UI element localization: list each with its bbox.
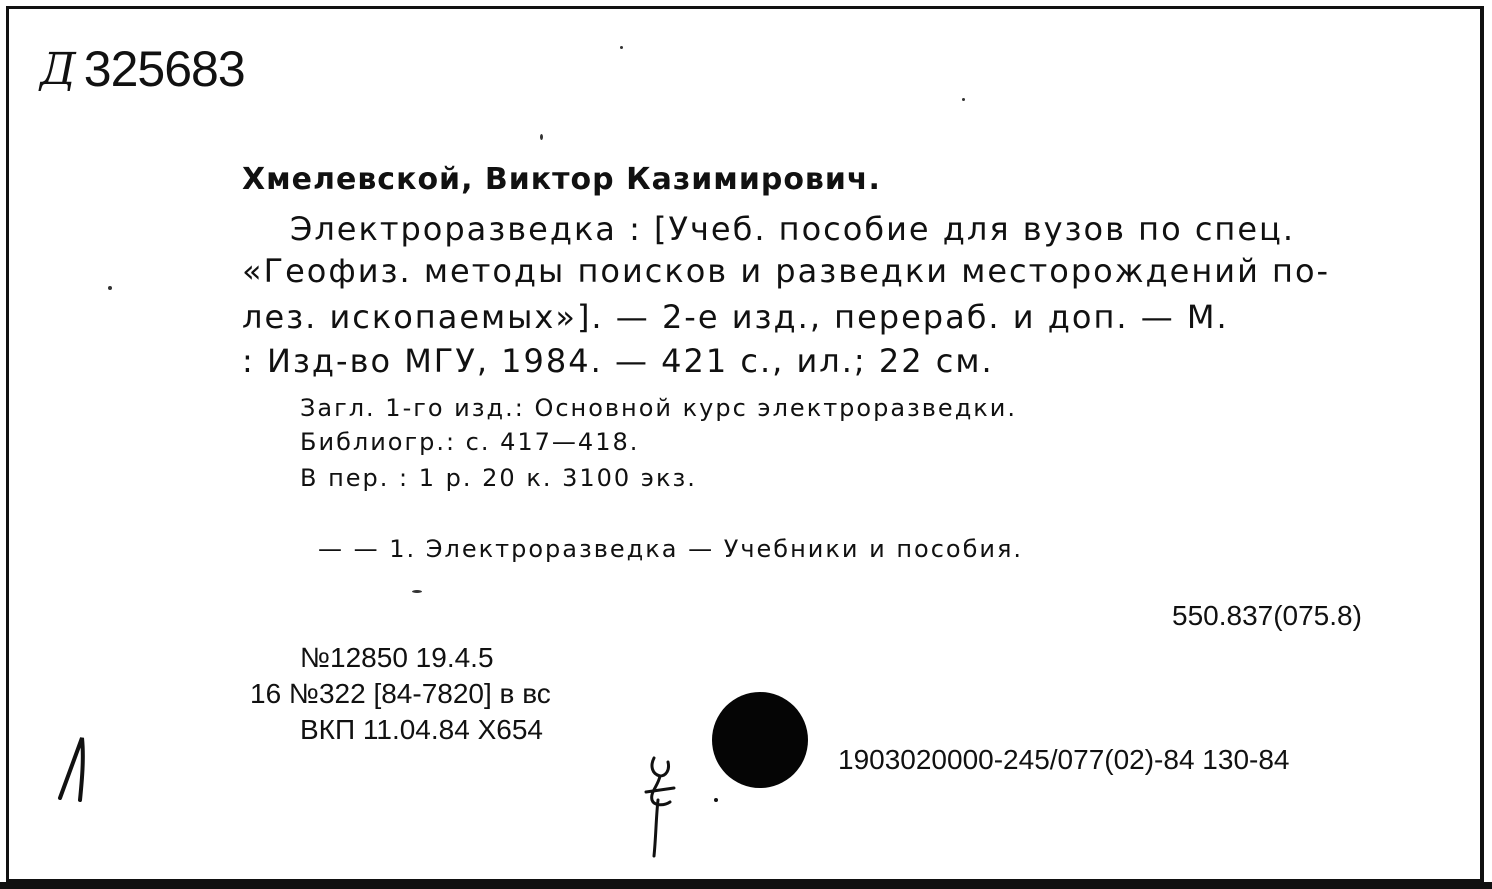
scan-speck [620,46,623,49]
handwritten-signature [640,752,730,867]
accession-digits: 325683 [83,41,245,97]
subject-tracing: — — 1. Электроразведка — Учебники и пособия. [318,535,1024,563]
accession-number [40,40,245,98]
note-bibliography: Библиогр.: с. 417—418. [300,428,640,456]
note-original-title: Загл. 1-го изд.: Основной курс электроразведки. [300,394,1018,422]
description-line-3: лез. ископаемых»]. — 2-е изд., перераб. и доп. — М. [242,298,1229,336]
handwritten-one-icon [52,730,102,810]
publisher-code: 1903020000-245/077(02)-84 130-84 [838,744,1290,775]
service-line-3: ВКП 11.04.84 Х654 [300,714,543,745]
author-heading: Хмелевской, Виктор Казимирович. [242,162,881,197]
udc-classification: 550.837(075.8) [1172,600,1362,631]
description-line-1: Электроразведка : [Учеб. пособие для вузов по спец. [290,210,1295,248]
scan-speck [412,590,422,593]
scan-speck [108,286,112,290]
scan-bottom-edge [0,882,1492,889]
handwritten-mark [52,730,102,815]
signature-scribble-icon [640,752,730,862]
description-line-2: «Геофиз. методы поисков и разведки месторождений по- [242,252,1331,290]
service-line-1: №12850 19.4.5 [300,642,494,673]
note-price-run: В пер. : 1 р. 20 к. 3100 экз. [300,464,697,492]
scan-speck [540,134,543,140]
description-line-4: : Изд-во МГУ, 1984. — 421 с., ил.; 22 см. [242,342,994,380]
accession-prefix: Д [40,43,74,95]
scan-speck [962,98,965,101]
service-line-2: 16 №322 [84-7820] в вс [250,678,551,709]
